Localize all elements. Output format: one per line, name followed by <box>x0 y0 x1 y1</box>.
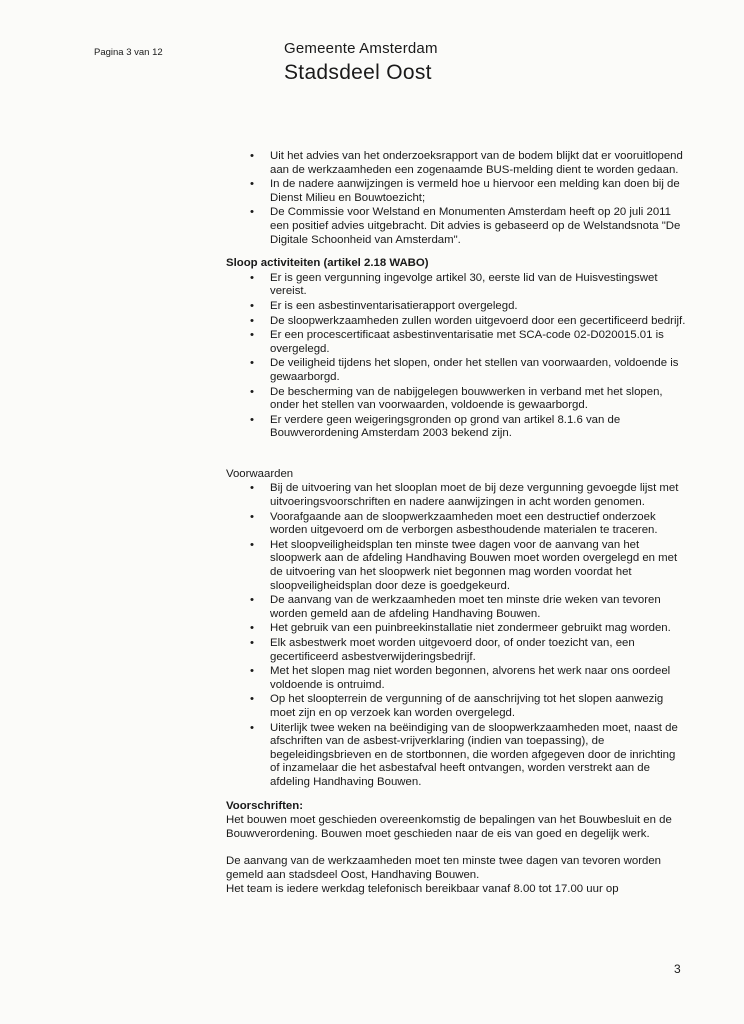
list-item: • De sloopwerkzaamheden zullen worden uitgevoerd door een gecertificeerd bedrijf. <box>226 315 686 329</box>
list-item: • Elk asbestwerk moet worden uitgevoerd door, of onder toezicht van, een gecertificeerd asbestverwijderingsbedrijf. <box>226 637 686 664</box>
list-item: • De veiligheid tijdens het slopen, onder het stellen van voorwaarden, voldoende is gewaarborgd. <box>226 357 686 384</box>
aanvang-paragraph: De aanvang van de werkzaamheden moet ten minste twee dagen van tevoren worden gemeld aan stadsdeel Oost, Handhaving Bouwen. <box>226 855 662 881</box>
organization-header <box>284 40 438 85</box>
list-item: • Het sloopveiligheidsplan ten minste twee dagen voor de aanvang van het sloopwerk aan de afdeling Handhaving Bouwen moet worden overgelegd en met de uitvoering van het sloopwerk niet begonnen mag worden voordat het sloopveiligheidsplan door deze is goedgekeurd. <box>226 539 686 593</box>
bereikbaar-paragraph: Het team is iedere werkdag telefonisch bereikbaar vanaf 8.00 tot 17.00 uur op <box>226 882 619 895</box>
page-number: 3 <box>674 962 681 976</box>
list-item: • In de nadere aanwijzingen is vermeld hoe u hiervoor een melding kan doen bij de Dienst Milieu en Bouwtoezicht; <box>226 178 686 205</box>
document-body <box>226 150 686 896</box>
list-item: • De Commissie voor Welstand en Monumenten Amsterdam heeft op 20 juli 2011 een positief advies uitgebracht. Dit advies is gebaseerd op de Welstandsnota "De Digitale Schoonheid van Amsterdam". <box>226 206 686 247</box>
list-item: • Er verdere geen weigeringsgronden op grond van artikel 8.1.6 van de Bouwverordening Amsterdam 2003 bekend zijn. <box>226 414 686 441</box>
list-item: • Uit het advies van het onderzoeksrapport van de bodem blijkt dat er vooruitlopend aan de werkzaamheden een zogenaamde BUS-melding dient te worden gedaan. <box>226 150 686 177</box>
page-counter: Pagina 3 van 12 <box>94 47 163 58</box>
list-item: • De aanvang van de werkzaamheden moet ten minste drie weken van tevoren worden gemeld aan de afdeling Handhaving Bouwen. <box>226 594 686 621</box>
list-item: • Uiterlijk twee weken na beëindiging van de sloopwerkzaamheden moet, naast de afschriften van de asbest-vrijverklaring (indien van toepassing), de begeleidingsbrieven en de stortbonnen, die worden afgegeven door de inrichting of inzamelaar die het asbestafval heeft ontvangen, worden verstrekt aan de afdeling Handhaving Bouwen. <box>226 722 686 790</box>
list-item: • Er is geen vergunning ingevolge artikel 30, eerste lid van de Huisvestingswet vereist. <box>226 272 686 299</box>
sloop-heading: Sloop activiteiten (artikel 2.18 WABO) <box>226 257 429 270</box>
list-item: • Het gebruik van een puinbreekinstallatie niet zondermeer gebruikt mag worden. <box>226 622 686 636</box>
list-item: • De bescherming van de nabijgelegen bouwwerken in verband met het slopen, onder het stellen van voorwaarden, voldoende is gewaarborgd. <box>226 386 686 413</box>
sloop-list <box>226 272 686 441</box>
voorschriften-paragraph: Het bouwen moet geschieden overeenkomstig de bepalingen van het Bouwbesluit en de Bouwverordening. Bouwen moet geschieden naar de eis van goed en degelijk werk. <box>226 814 672 840</box>
list-item: • Er een procescertificaat asbestinventarisatie met SCA-code 02-D020015.01 is overgelegd. <box>226 329 686 356</box>
list-item: • Bij de uitvoering van het slooplan moet de bij deze vergunning gevoegde lijst met uitvoeringsvoorschriften en nadere aanwijzingen in acht worden genomen. <box>226 482 686 509</box>
district-name: Stadsdeel Oost <box>284 61 432 84</box>
voorwaarden-list <box>226 482 686 789</box>
list-item: • Voorafgaande aan de sloopwerkzaamheden moet een destructief onderzoek worden uitgevoerd om de verborgen asbesthoudende materialen te traceren. <box>226 511 686 538</box>
intro-list <box>226 150 686 247</box>
list-item: • Op het sloopterrein de vergunning of de aanschrijving tot het slopen aanwezig moet zijn en op verzoek kan worden overgelegd. <box>226 693 686 720</box>
list-item: • Er is een asbestinventarisatierapport overgelegd. <box>226 300 686 314</box>
list-item: • Met het slopen mag niet worden begonnen, alvorens het werk naar ons oordeel voldoende is ontruimd. <box>226 665 686 692</box>
voorschriften-heading: Voorschriften: <box>226 799 303 812</box>
org-name: Gemeente Amsterdam <box>284 40 438 57</box>
voorwaarden-heading: Voorwaarden <box>226 467 294 480</box>
